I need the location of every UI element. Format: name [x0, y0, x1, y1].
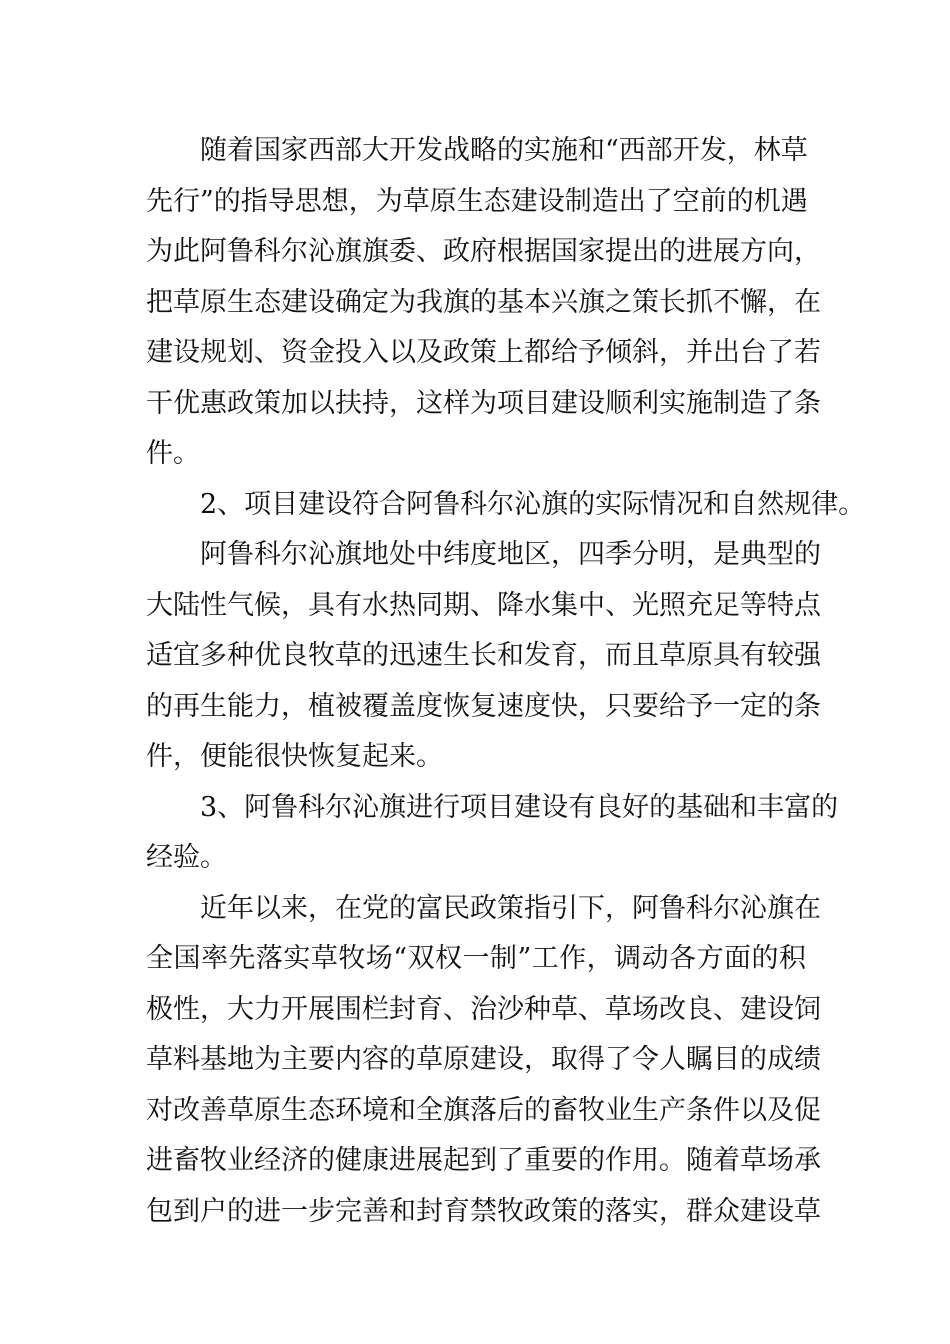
paragraph-1-line-2: 先行”的指导思想，为草原生态建设制造出了空前的机遇	[146, 185, 808, 217]
paragraph-5-line-7: 包到户的进一步完善和封育禁牧政策的落实，群众建设草	[146, 1195, 821, 1227]
paragraph-1-line-3: 为此阿鲁科尔沁旗旗委、政府根据国家提出的进展方向，	[146, 236, 821, 267]
paragraph-1-line-4: 把草原生态建设确定为我旗的基本兴旗之策长抓不懈，在	[146, 286, 821, 318]
paragraph-3-line-4: 的再生能力，植被覆盖度恢复速度快，只要给予一定的条	[146, 690, 821, 722]
paragraph-1-line-7: 件。	[146, 438, 200, 469]
paragraph-5-line-2: 全国率先落实草牧场“双权一制”工作，调动各方面的积	[146, 943, 806, 974]
paragraph-5-line-4: 草料基地为主要内容的草原建设，取得了令人瞩目的成绩	[146, 1044, 821, 1075]
paragraph-3-line-5: 件，便能很快恢复起来。	[146, 741, 443, 772]
paragraph-3-line-3: 适宜多种优良牧草的迅速生长和发育，而且草原具有较强	[146, 640, 821, 671]
paragraph-4-line-2: 经验。	[146, 842, 227, 873]
paragraph-5-line-3: 极性，大力开展围栏封育、治沙种草、草场改良、建设饲	[146, 993, 821, 1025]
paragraph-1-line-5: 建设规划、资金投入以及政策上都给予倾斜，并出台了若	[146, 337, 821, 368]
document-body	[146, 126, 866, 1237]
paragraph-2-line-1: 2、项目建设符合阿鲁科尔沁旗的实际情况和自然规律。	[200, 488, 866, 520]
paragraph-3-line-2: 大陆性气候，具有水热同期、降水集中、光照充足等特点	[146, 589, 821, 621]
paragraph-1-line-6: 干优惠政策加以扶持，这样为项目建设顺利实施制造了条	[146, 387, 821, 419]
paragraph-1-line-1: 随着国家西部大开发战略的实施和“西部开发，林草	[200, 135, 808, 166]
paragraph-5-line-5: 对改善草原生态环境和全旗落后的畜牧业生产条件以及促	[146, 1094, 821, 1126]
paragraph-5-line-6: 进畜牧业经济的健康进展起到了重要的作用。随着草场承	[146, 1145, 821, 1176]
paragraph-3-line-1: 阿鲁科尔沁旗地处中纬度地区，四季分明，是典型的	[200, 539, 821, 570]
paragraph-4-line-1: 3、阿鲁科尔沁旗进行项目建设有良好的基础和丰富的	[200, 791, 839, 823]
paragraph-5-line-1: 近年以来，在党的富民政策指引下，阿鲁科尔沁旗在	[200, 892, 821, 924]
